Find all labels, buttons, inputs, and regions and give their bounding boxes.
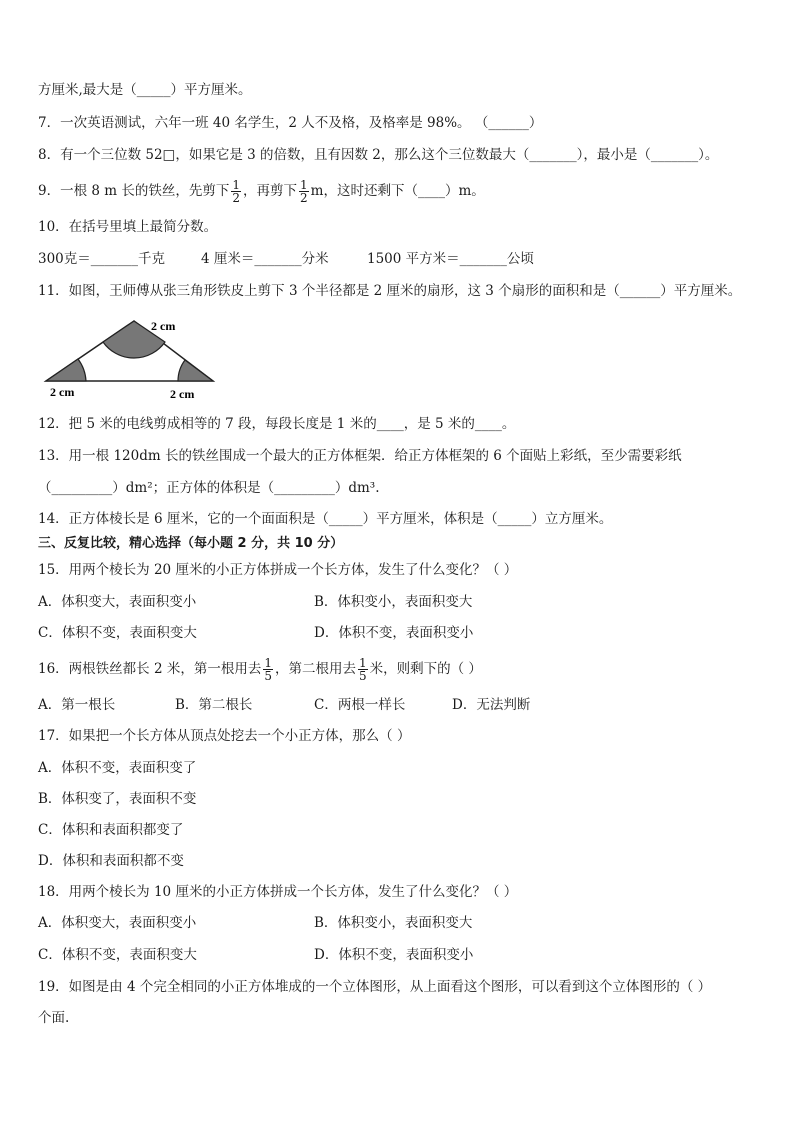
left-sector — [46, 359, 86, 381]
q17-option-d: D．体积和表面积都不变 — [38, 853, 184, 869]
question-11: 11．如图，王师傅从张三角形铁皮上剪下 3 个半径都是 2 厘米的扇形，这 3 个扇形的面积和是（______）平方厘米。 — [38, 283, 742, 299]
q16-option-a: A．第一根长 — [38, 697, 116, 713]
q18-option-c: C．体积不变，表面积变大 — [38, 947, 197, 963]
q18-option-d: D．体积不变，表面积变小 — [314, 947, 474, 963]
question-12: 12．把 5 米的电线剪成相等的 7 段，每段长度是 1 米的____，是 5 米的____。 — [38, 416, 516, 432]
label-top: 2 cm — [151, 319, 176, 333]
q10-item-c: 1500 平方米＝_______公顷 — [367, 251, 534, 267]
question-9 — [38, 172, 764, 210]
question-10: 10．在括号里填上最简分数。 — [38, 219, 218, 235]
q9-fraction-1: $\frac{1}{2}$ — [232, 178, 240, 205]
q17-option-a: A．体积不变，表面积变了 — [38, 760, 197, 776]
q16-text-a: 16．两根铁丝都长 2 米，第一根用去 — [38, 661, 262, 677]
question-17: 17．如果把一个长方体从顶点处挖去一个小正方体，那么（ ） — [38, 728, 411, 744]
q15-options-row1 — [38, 592, 764, 612]
question-15: 15．用两个棱长为 20 厘米的小正方体拼成一个长方体，发生了什么变化？（ ） — [38, 562, 518, 578]
question-7: 7．一次英语测试，六年一班 40 名学生，2 人不及格，及格率是 98%。 （______） — [38, 115, 543, 131]
section-3-heading: 三、反复比较，精心选择（每小题 2 分，共 10 分） — [38, 536, 344, 551]
q18-option-b: B．体积变小，表面积变大 — [314, 915, 473, 931]
question-19-line2: 个面. — [38, 1010, 70, 1026]
q15-option-c: C．体积不变，表面积变大 — [38, 625, 197, 641]
q18-option-a: A．体积变大，表面积变小 — [38, 915, 197, 931]
q15-option-b: B．体积变小，表面积变大 — [314, 594, 473, 610]
q6-continuation: 方厘米,最大是（_____）平方厘米。 — [38, 82, 252, 98]
q16-fraction-2: $\frac{1}{5}$ — [359, 656, 367, 683]
q16-options — [38, 695, 764, 715]
question-18: 18．用两个棱长为 10 厘米的小正方体拼成一个长方体，发生了什么变化？（ ） — [38, 884, 518, 900]
question-10-blanks — [38, 249, 764, 269]
question-13: 13．用一根 120dm 长的铁丝围成一个最大的正方体框架．给正方体框架的 6 个面贴上彩纸，至少需要彩纸 — [38, 448, 682, 464]
q16-option-c: C．两根一样长 — [314, 697, 406, 713]
q9-text-c: m，这时还剩下（____）m。 — [310, 183, 485, 199]
q16-option-b: B．第二根长 — [175, 697, 253, 713]
q15-options-row2 — [38, 623, 764, 643]
q9-text-a: 9．一根 8 m 长的铁丝，先剪下 — [38, 183, 230, 199]
q17-option-b: B．体积变了，表面积不变 — [38, 791, 197, 807]
q17-option-c: C．体积和表面积都变了 — [38, 822, 184, 838]
q9-fraction-2: $\frac{1}{2}$ — [300, 178, 308, 205]
label-right: 2 cm — [170, 387, 195, 401]
q10-item-b: 4 厘米＝_______分米 — [201, 251, 329, 267]
q16-option-d: D．无法判断 — [452, 697, 531, 713]
right-sector — [178, 360, 213, 381]
q16-fraction-1: $\frac{1}{5}$ — [264, 656, 272, 683]
label-left: 2 cm — [50, 385, 75, 399]
q16-text-c: 米，则剩下的（ ） — [369, 661, 482, 677]
triangle-figure — [40, 318, 220, 402]
q18-options-row1 — [38, 913, 764, 933]
question-13-line2: （_________）dm²；正方体的体积是（_________）dm³. — [38, 480, 380, 496]
q16-text-b: ，第二根用去 — [275, 661, 356, 677]
question-19: 19．如图是由 4 个完全相同的小正方体堆成的一个立体图形，从上面看这个图形，可以看到这个立体图形的（ ） — [38, 979, 712, 995]
question-8: 8．有一个三位数 52□，如果它是 3 的倍数，且有因数 2，那么这个三位数最大（_______），最小是（_______）。 — [38, 147, 719, 163]
q9-text-b: ，再剪下 — [243, 183, 297, 199]
question-16 — [38, 650, 764, 688]
q15-option-a: A．体积变大，表面积变小 — [38, 594, 197, 610]
question-14: 14．正方体棱长是 6 厘米，它的一个面面积是（_____）平方厘米，体积是（_____）立方厘米。 — [38, 511, 613, 527]
q15-option-d: D．体积不变，表面积变小 — [314, 625, 474, 641]
q10-item-a: 300克＝_______千克 — [38, 251, 166, 267]
q18-options-row2 — [38, 945, 764, 965]
